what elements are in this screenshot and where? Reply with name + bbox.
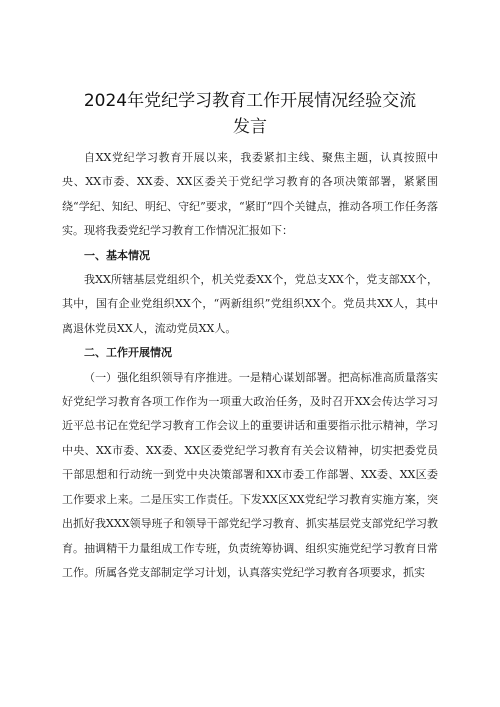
intro-paragraph: 自XX党纪学习教育开展以来，我委紧扣主线、聚焦主题，认真按照中央、XX市委、XX委、XX区委关于党纪学习教育的各项决策部署，紧紧围绕“学纪、知纪、明纪、守纪”要求，“紧盯”四个关键点，推动各项工作任务落实。现将我委党纪学习教育工作情况汇报如下： <box>62 151 438 238</box>
section-2-heading: 二、工作开展情况 <box>84 346 172 360</box>
section-1-paragraph: 我XX所辖基层党组织个，机关党委XX个，党总支XX个，党支部XX个，其中，国有企业党组织XX个，“两新组织”党组织XX个。党员共XX人，其中离退休党员XX人，流动党员XX人。 <box>62 273 438 335</box>
section-2-paragraph: （一）强化组织领导有序推进。一是精心谋划部署。把高标准高质量落实好党纪学习教育各项工作作为一项重大政治任务，及时召开XX会传达学习习近平总书记在党纪学习教育工作会议上的重要讲话和重要指示批示精神，学习中央、XX市委、XX委、XX区委党纪学习教育有关会议精神，切实把委党员干部思想和行动统一到党中央决策部署和XX市委工作部署、XX委、XX区委工作要求上来。二是压实工作责任。下发XX区XX党纪学习教育实施方案，突出抓好我XXX领导班子和领导干部党纪学习教育、抓实基层党支部党纪学习教育。抽调精干力量组成工作专班，负责统筹协调、组织实施党纪学习教育日常工作。所属各党支部制定学习计划，认真落实党纪学习教育各项要求，抓实 <box>62 370 438 579</box>
document-body <box>62 146 438 585</box>
title-line-1: 2024年党纪学习教育工作开展情况经验交流 <box>83 91 417 111</box>
document-title <box>62 88 438 140</box>
section-1-heading: 一、基本情况 <box>84 248 150 262</box>
title-line-2: 发言 <box>233 117 267 137</box>
